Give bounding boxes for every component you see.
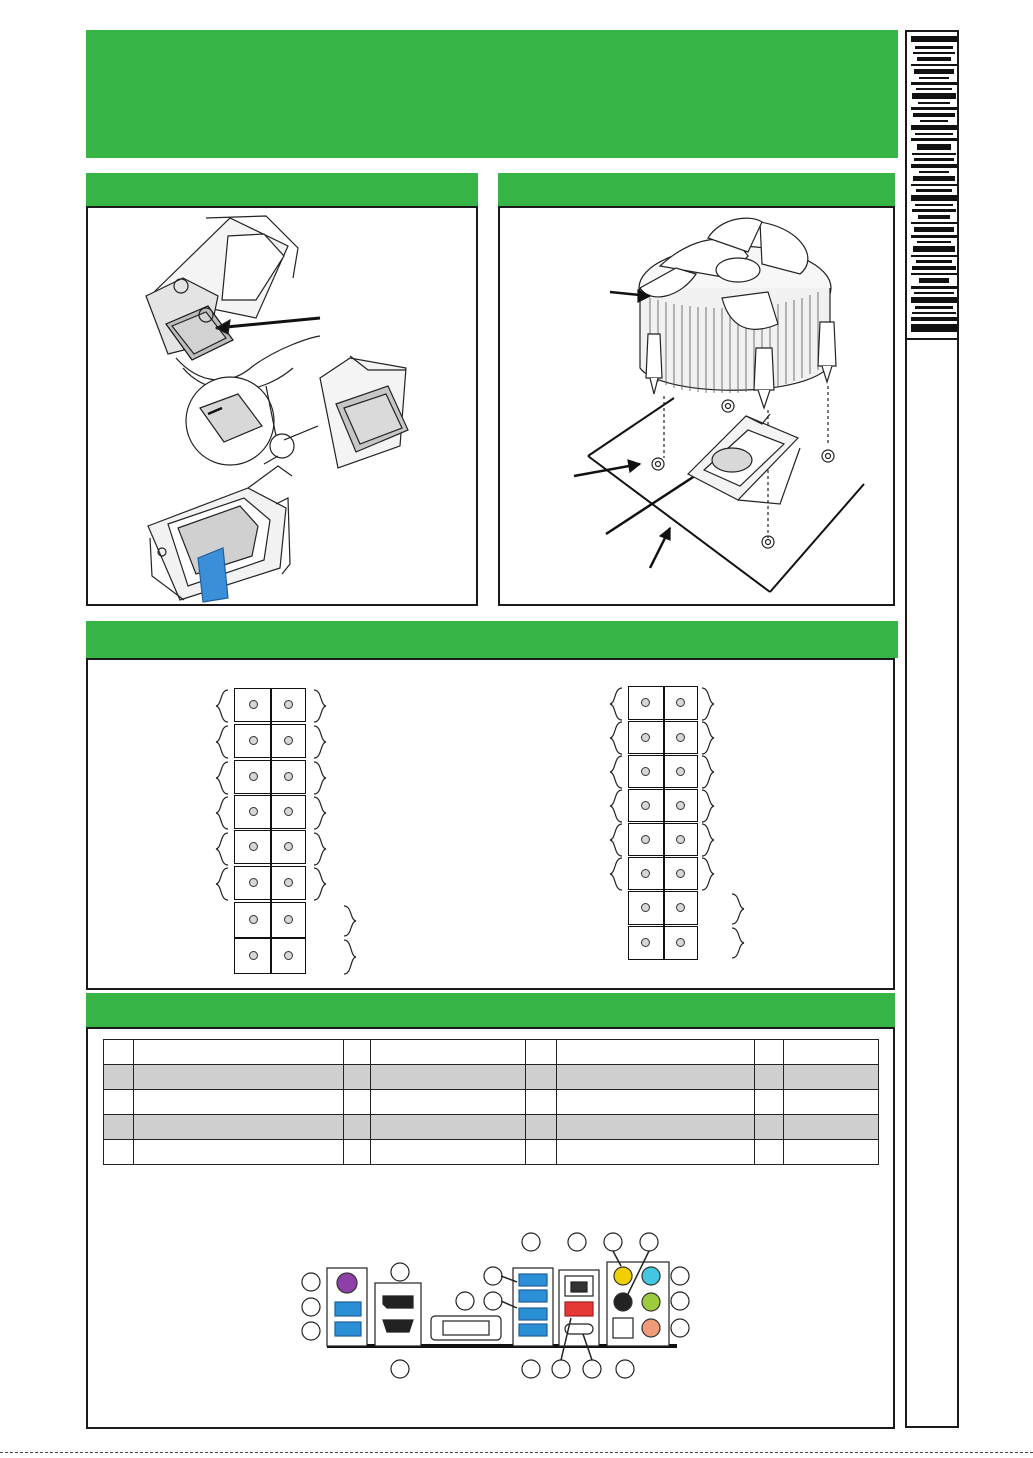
section-bar-headers	[86, 621, 898, 658]
legend-table	[103, 1039, 879, 1165]
pin	[676, 835, 685, 844]
table-row	[104, 1065, 879, 1090]
pin	[284, 772, 293, 781]
left-header-brackets	[88, 660, 897, 992]
table-row	[104, 1040, 879, 1065]
side-tab-divider	[907, 338, 957, 340]
pin	[284, 736, 293, 745]
pin	[641, 698, 650, 707]
cooler-install-panel	[498, 206, 895, 606]
pin	[676, 903, 685, 912]
pin	[641, 835, 650, 844]
pin	[676, 801, 685, 810]
pin	[676, 938, 685, 947]
rear-io-panel-illustration	[295, 1228, 715, 1388]
page-header-banner	[86, 30, 898, 158]
headers-panel	[86, 658, 895, 990]
pin	[676, 869, 685, 878]
left-pin-header	[234, 688, 308, 976]
pin	[249, 772, 258, 781]
pin	[249, 878, 258, 887]
pin	[641, 869, 650, 878]
side-tab	[905, 30, 959, 1428]
table-row	[104, 1090, 879, 1115]
pin	[284, 807, 293, 816]
page-bottom-edge	[0, 1452, 1033, 1453]
pin	[249, 915, 258, 924]
section-bar-rear-io	[86, 993, 895, 1027]
pin	[641, 801, 650, 810]
section-bar-cpu	[86, 173, 478, 206]
pin	[284, 951, 293, 960]
right-pin-header	[628, 686, 698, 962]
pin	[284, 842, 293, 851]
cpu-install-panel	[86, 206, 478, 606]
pin	[284, 878, 293, 887]
pin	[641, 767, 650, 776]
pin	[284, 700, 293, 709]
section-bar-cooler	[498, 173, 895, 206]
pin	[676, 767, 685, 776]
pin	[284, 915, 293, 924]
barcode-graphic	[911, 36, 957, 332]
pin	[249, 736, 258, 745]
pin	[249, 842, 258, 851]
pin	[641, 903, 650, 912]
table-row	[104, 1115, 879, 1140]
table-row	[104, 1140, 879, 1165]
cooler-install-illustration	[500, 208, 893, 604]
pin	[249, 807, 258, 816]
cpu-install-illustration	[88, 208, 476, 604]
pin	[641, 938, 650, 947]
pin	[249, 951, 258, 960]
pin	[676, 698, 685, 707]
pin	[676, 733, 685, 742]
pin	[641, 733, 650, 742]
pin	[249, 700, 258, 709]
